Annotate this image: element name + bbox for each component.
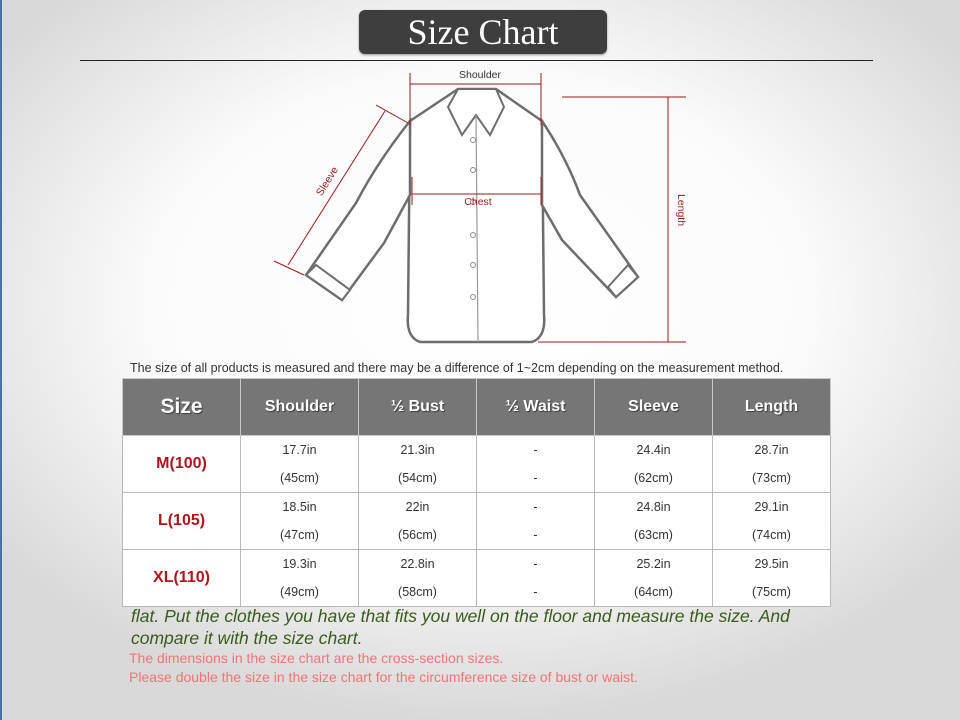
value-in: 17.7in [282, 443, 317, 457]
value-in: 24.8in [636, 500, 671, 514]
value-in: - [533, 443, 538, 457]
cell-sleeve [595, 493, 713, 550]
cell-half-bust [359, 436, 477, 493]
header-half-bust: ½ Bust [359, 379, 477, 436]
value-cm: (47cm) [280, 528, 319, 542]
header-size: Size [123, 379, 241, 436]
value-in: 19.3in [282, 557, 317, 571]
size-label: M(100) [123, 436, 241, 493]
cell-half-waist [477, 550, 595, 607]
cell-half-waist [477, 493, 595, 550]
value-cm: - [533, 471, 538, 485]
shirt-measurement-diagram [260, 65, 700, 360]
header-half-waist: ½ Waist [477, 379, 595, 436]
measurement-instructions: flat. Put the clothes you have that fits you well on the floor and measure the size. And compare it with the size chart. [131, 606, 790, 648]
cell-shoulder [241, 493, 359, 550]
footnote-cross-section: The dimensions in the size chart are the cross-section sizes. [129, 650, 504, 666]
table-header-row [123, 379, 831, 436]
value-cm: (73cm) [752, 471, 791, 485]
cell-half-bust [359, 493, 477, 550]
value-cm: - [533, 585, 538, 599]
value-in: 21.3in [400, 443, 435, 457]
header-sleeve: Sleeve [595, 379, 713, 436]
cell-shoulder [241, 436, 359, 493]
page-title: Size Chart [359, 10, 607, 54]
size-table [122, 378, 831, 607]
value-in: 22.8in [400, 557, 435, 571]
table-row [123, 550, 831, 607]
footnotes [129, 649, 849, 687]
value-cm: (58cm) [398, 585, 437, 599]
length-label: Length [675, 193, 687, 227]
value-in: 22in [405, 500, 430, 514]
cell-length [713, 550, 831, 607]
measurement-note: The size of all products is measured and there may be a difference of 1~2cm depending on the measurement method. [130, 361, 784, 375]
cell-sleeve [595, 436, 713, 493]
value-cm: (63cm) [634, 528, 673, 542]
cell-sleeve [595, 550, 713, 607]
cell-shoulder [241, 550, 359, 607]
cell-half-waist [477, 436, 595, 493]
value-cm: (49cm) [280, 585, 319, 599]
value-cm: (45cm) [280, 471, 319, 485]
table-row [123, 493, 831, 550]
value-cm: (56cm) [398, 528, 437, 542]
value-in: 29.5in [754, 557, 789, 571]
chest-label: Chest [464, 196, 492, 208]
cell-half-bust [359, 550, 477, 607]
value-in: - [533, 557, 538, 571]
value-cm: (54cm) [398, 471, 437, 485]
value-in: 29.1in [754, 500, 789, 514]
value-in: - [533, 500, 538, 514]
value-in: 18.5in [282, 500, 317, 514]
value-cm: - [533, 528, 538, 542]
header-length: Length [713, 379, 831, 436]
value-in: 24.4in [636, 443, 671, 457]
header-shoulder: Shoulder [241, 379, 359, 436]
sleeve-label: Sleeve [313, 164, 342, 199]
table-row [123, 436, 831, 493]
shoulder-label: Shoulder [458, 69, 502, 81]
footnote-circumference: Please double the size in the size chart for the circumference size of bust or waist. [129, 669, 638, 685]
value-cm: (74cm) [752, 528, 791, 542]
value-cm: (64cm) [634, 585, 673, 599]
title-divider [80, 60, 873, 61]
frame-border [0, 0, 2, 720]
value-cm: (75cm) [752, 585, 791, 599]
value-in: 25.2in [636, 557, 671, 571]
cell-length [713, 436, 831, 493]
value-in: 28.7in [754, 443, 789, 457]
size-label: L(105) [123, 493, 241, 550]
size-label: XL(110) [123, 550, 241, 607]
value-cm: (62cm) [634, 471, 673, 485]
cell-length [713, 493, 831, 550]
